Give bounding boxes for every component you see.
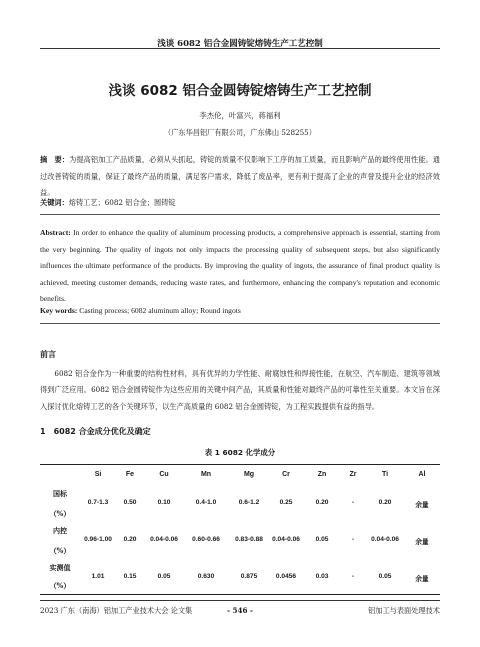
- divider: [40, 214, 440, 215]
- keywords-en-label: Key words:: [40, 306, 78, 315]
- running-head: 浅谈 6082 铝合金圆铸锭熔铸生产工艺控制: [157, 39, 323, 49]
- table-cell: 0.05: [315, 536, 329, 543]
- table-cell: -: [351, 536, 355, 543]
- table-header-cell: Si: [94, 471, 102, 478]
- abstract-cn: [40, 152, 440, 202]
- footer-proceedings: 2023 广东（南海）铝加工产业技术大会 论文集: [40, 606, 193, 615]
- table-cell: -: [351, 573, 355, 580]
- table-cell: 余量: [415, 576, 429, 583]
- abstract-cn-text: 为提高铝加工产品质量，必须从头抓起，铸锭的质量不仅影响下工序的加工质量，而且影响产品的最终使用性能。通过改善铸锭的质量，保证了最终产品的质量，满足客户需求，降低了废品率，更有利于提高了企业的声誉及提升企业的经济效益。: [40, 155, 440, 197]
- keywords-cn-label: 关键词：: [40, 198, 69, 207]
- table-header-cell: Fe: [125, 471, 135, 478]
- table-cell: 0.7-1.3: [87, 499, 109, 506]
- table-header-cell: Al: [418, 471, 426, 478]
- table-cell: 0.96-1.00: [84, 536, 112, 543]
- table-cell: 0.25: [279, 499, 293, 506]
- keywords-en: [40, 306, 440, 315]
- table-cell: 0.05: [378, 573, 392, 580]
- table-cell: 0.15: [123, 573, 137, 580]
- table-header-cell: Ti: [381, 471, 389, 478]
- table-header-cell: Mn: [200, 471, 212, 478]
- table-row-label: 内控: [53, 526, 67, 535]
- table-caption: 表 1 6082 化学成分: [204, 448, 276, 457]
- table-bottom-rule: [40, 594, 440, 595]
- keywords-en-text: Casting process; 6082 aluminum alloy; Round ingots: [79, 306, 241, 315]
- authors: 李杰伦，叶富兴，蒋福利: [199, 111, 281, 120]
- table-cell: 0.20: [123, 536, 137, 543]
- keywords-cn: [40, 198, 440, 208]
- table-cell: 0.875: [240, 573, 258, 580]
- table-cell: 0.4-1.0: [195, 499, 217, 506]
- page-number: - 546 -: [227, 606, 253, 615]
- table-cell: 0.20: [378, 499, 392, 506]
- table-cell: 0.50: [123, 499, 137, 506]
- table-cell: 0.10: [157, 499, 171, 506]
- abstract-cn-label: 摘 要：: [40, 155, 70, 164]
- footer-rule: [40, 600, 440, 601]
- table-cell: 0.6-1.2: [238, 499, 260, 506]
- section-heading-intro: 前言: [40, 350, 56, 359]
- affiliation: （广东华昌铝厂有限公司，广东佛山 528255）: [164, 128, 316, 137]
- table-cell: 余量: [415, 502, 429, 509]
- abstract-en-text: In order to enhance the quality of aluminum processing products, a comprehensive approach is essential, starting from the very beginning. The quality of ingots not only impacts the processing quality of subsequent steps, but also significantly influences the ultimate performance of the products. By improving the quality of ingots, the assurance of final product quality is achieved, meeting customer demands, reducing waste rates, and furthermore, enhancing the company's reputation and economic benefits.: [40, 228, 440, 304]
- table-row-unit: （%）: [49, 581, 71, 590]
- abstract-en-label: Abstract:: [40, 228, 71, 237]
- table-cell: 0.60-0.66: [192, 536, 220, 543]
- table-row-unit: （%）: [49, 509, 71, 518]
- table-cell: 0.03: [315, 573, 329, 580]
- table-cell: 0.83-0.88: [235, 536, 263, 543]
- table-header-cell: Cu: [159, 471, 169, 478]
- table-header-cell: Cr: [282, 471, 290, 478]
- paper-title: 浅谈 6082 铝合金圆铸锭熔铸生产工艺控制: [108, 83, 372, 99]
- header-rule: [40, 48, 440, 49]
- table-header-cell: Zn: [317, 471, 327, 478]
- table-cell: 0.20: [315, 499, 329, 506]
- table-header-cell: Mg: [243, 471, 255, 478]
- table-cell: 0.630: [197, 573, 215, 580]
- table-cell: 1.01: [91, 573, 105, 580]
- table-header-cell: Zr: [349, 471, 357, 478]
- table-cell: 0.0456: [275, 573, 297, 580]
- table-row-label: 实测值: [49, 563, 71, 572]
- footer-journal: 铝加工与表面处理技术: [368, 606, 440, 615]
- table-row-label: 国标: [53, 489, 67, 498]
- table-cell: 0.04-0.06: [272, 536, 300, 543]
- abstract-en: [40, 225, 440, 308]
- section-heading-1: 1 6082 合金成分优化及确定: [40, 427, 151, 436]
- table-cell: 0.05: [157, 573, 171, 580]
- table-cell: 0.04-0.06: [371, 536, 399, 543]
- table-cell: 余量: [415, 539, 429, 546]
- intro-paragraph: 6082 铝合金作为一种重要的结构性材料，具有优异的力学性能、耐腐蚀性和焊接性能，在航空、汽车制造、建筑等领域得到广泛应用。6082 铝合金圆铸锭作为这些应用的关键中间产品，其质量和性能对最终产品的可靠性至关重要。本文旨在深入探讨优化熔铸工艺的各个关键环节，以生产高质量的 6082 铝合金圆铸锭，为工程实践提供有益的指导。: [40, 369, 440, 411]
- keywords-cn-text: 熔铸工艺；6082 铝合金；圆铸锭: [68, 198, 176, 207]
- table-top-rule: [40, 464, 440, 465]
- table-cell: -: [351, 499, 355, 506]
- table-cell: 0.04-0.06: [150, 536, 178, 543]
- table-row-unit: （%）: [49, 546, 71, 555]
- divider: [40, 323, 440, 324]
